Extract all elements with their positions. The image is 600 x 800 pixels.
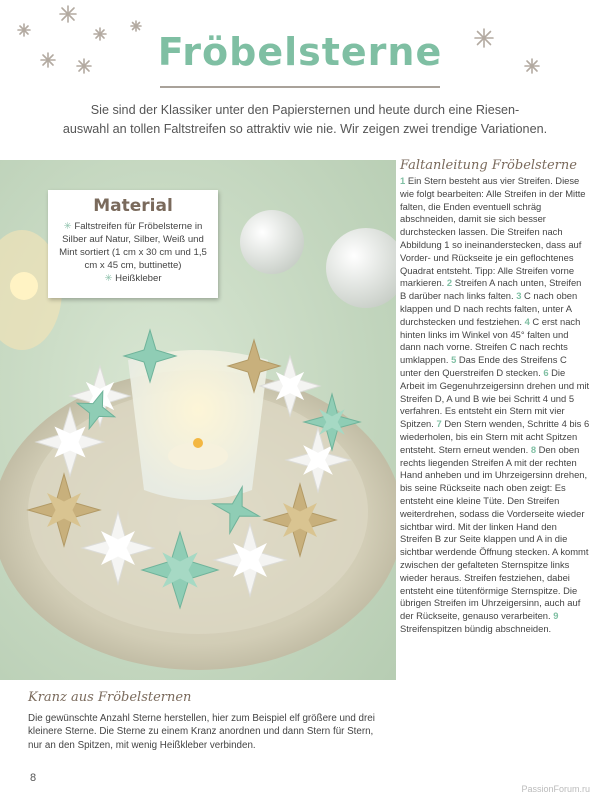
intro-line-2: auswahl an tollen Faltstreifen so attraktiv wie nie. Wir zeigen zwei trendige Variationen. (62, 122, 548, 136)
step-text: Den Stern wenden, Schritte 4 bis 6 wiederholen, bis ein Stern mit acht Spitzen entsteht. Stern erneut wenden. (400, 418, 590, 455)
step-number: 8 (530, 443, 537, 455)
instruction-step (400, 175, 586, 288)
step-text: Streifenspitzen bündig abschneiden. (400, 622, 552, 634)
material-box (48, 190, 218, 298)
intro-text (40, 101, 570, 139)
step-number: 3 (516, 290, 522, 302)
step-number: 7 (436, 418, 442, 430)
step-number: 4 (524, 315, 530, 327)
material-title: Material (93, 196, 173, 216)
step-text: Streifen A nach unten, Streifen B darüber nach links falten. (400, 277, 582, 302)
wreath-section-title: Kranz aus Fröbelsternen (28, 690, 192, 705)
folding-instructions (400, 158, 590, 636)
material-list (56, 220, 210, 285)
material-item-strips: Faltstreifen für Fröbelsterne in Silber auf Natur, Silber, Weiß und Mint sortiert (1 cm x 30 cm und 1,5 cm x 45 cm, buttinette) (59, 221, 207, 271)
asterisk-bullet-icon: ✳ (63, 221, 72, 232)
step-text: Das Ende des Streifens C unter den Querstreifen D stecken. (400, 354, 567, 378)
step-text: C nach oben klappen und D nach rechts falten, unter A durchstecken und festziehen. (400, 290, 578, 327)
page-title: Fröbelsterne (157, 30, 443, 74)
instruction-step (400, 444, 588, 621)
material-item-glue: Heißkleber (115, 273, 162, 284)
step-text: C erst nach hinten links im Winkel von 45° falten und dann nach vorne. Streifen C nach rechts umklappen. (400, 315, 581, 366)
step-number: 1 (400, 175, 406, 186)
step-number: 2 (446, 277, 453, 289)
intro-line-1: Sie sind der Klassiker unter den Papiersternen und heute durch eine Riesen- (90, 103, 520, 117)
watermark: PassionForum.ru (521, 784, 590, 794)
step-number: 9 (553, 610, 559, 622)
step-text: Ein Stern besteht aus vier Streifen. Diese wie folgt bearbeiten: Alle Streifen in der Mitte falten, die Enden eventuell schräg abschneiden, damit sie sich besser durchstecken lassen. Die Streifen nach Abbildung 1 so ineinanderstecken, dass auf Vorder- und Rückseite je ein geflochtenes Quadrat entsteht. Tipp: Alle Streifen vorne markieren. (400, 175, 586, 289)
wreath-section-text: Die gewünschte Anzahl Sterne herstellen, hier zum Beispiel elf größere und drei kleinere Sterne. Die Sterne zu einem Kranz anordnen und dann Stern für Stern, nur an den Spitzen, mit wenig Heißkleber verbinden. (28, 713, 375, 751)
step-number: 6 (543, 366, 549, 378)
asterisk-bullet-icon: ✳ (104, 273, 113, 284)
step-number: 5 (451, 354, 457, 366)
instructions-title: Faltanleitung Fröbelsterne (400, 158, 577, 173)
instruction-steps (400, 175, 590, 636)
page-number: 8 (30, 772, 37, 784)
title-divider (160, 86, 440, 88)
step-text: Die Arbeit im Gegenuhrzeigersinn drehen und mit Streifen D, A und B wie bei Schritt 4 und 5 verfahren. Es entsteht ein Stern mit vier Spitzen. (400, 366, 590, 430)
step-text: Den oben rechts liegenden Streifen A mit der rechten Hand anheben und im Uhrzeigersinn drehen, bis seine Rückseite nach oben zeigt: Es entsteht eine kleine Tüte. Den Streifen weiterdrehen, sodass die Vorderseite wieder sichtbar wird. Mit der linken Hand den Streifen B zur Seite klappen und A in die sichtbar werdende Öffnung stecken. A kommt zwischen der gefalteten Sternspitze links wieder heraus. Streifen festziehen, dabei entsteht eine tütenförmige Sternspitze. Die übrigen Streifen im Uhrzeigersinn, auch auf der Rückseite, genauso verarbeiten. (400, 443, 589, 622)
